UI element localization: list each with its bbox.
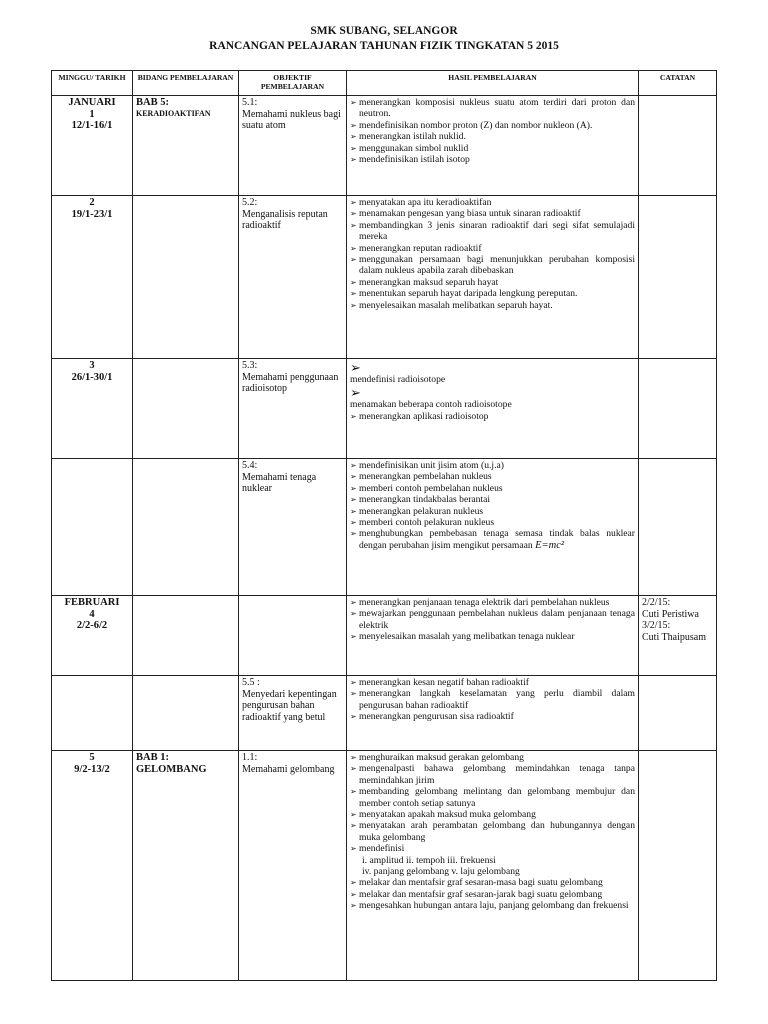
outcome-item xyxy=(350,809,635,820)
outcome-text: mengenalpasti bahawa gelombang memindahkan tenaga tanpa memindahkan jirim xyxy=(359,763,635,786)
arrow-bullet-icon: ➢ xyxy=(350,209,357,219)
outcome-item xyxy=(350,208,635,219)
outcome-text: mendefinisikan unit jisim atom (u.j.a) xyxy=(359,460,504,471)
definition-subline: iv. panjang gelombang v. laju gelombang xyxy=(362,866,520,878)
objective-text: Memahami tenaga nuklear xyxy=(242,471,317,494)
arrow-bullet-icon: ➢ xyxy=(350,506,357,516)
arrow-bullet-icon: ➢ xyxy=(350,198,357,207)
table-row xyxy=(52,196,717,359)
outcomes-cell xyxy=(347,459,639,596)
outcome-item xyxy=(350,528,635,551)
outcome-item xyxy=(350,197,635,208)
outcome-item xyxy=(350,131,635,142)
outcome-item xyxy=(350,820,635,843)
outcome-item xyxy=(350,254,635,277)
arrow-bullet-icon: ➢ xyxy=(350,360,361,375)
outcome-text: memberi contoh pembelahan nukleus xyxy=(359,482,503,494)
week-cell xyxy=(52,676,133,751)
objective-number: 5.3: xyxy=(242,360,258,371)
col-header-objektif: OBJEKTIF PEMBELAJARAN xyxy=(239,71,347,96)
objective-number: 5.2: xyxy=(242,197,258,208)
week-number: 3 xyxy=(89,360,95,371)
note-line: 2/2/15: xyxy=(642,597,671,608)
outcome-text: menggunakan persamaan bagi menunjukkan perubahan komposisi dalam nukleus apabila zarah dibebaskan xyxy=(359,254,635,277)
week-cell xyxy=(52,196,133,359)
note-line: 3/2/15: xyxy=(642,620,671,631)
objective-number: 5.1: xyxy=(242,97,258,108)
note-line: Cuti Thaipusam xyxy=(642,631,706,643)
notes-cell xyxy=(639,459,717,596)
arrow-bullet-icon: ➢ xyxy=(350,289,357,299)
week-cell xyxy=(52,459,133,596)
month-label: FEBRUARI xyxy=(64,597,120,608)
objective-text: Memahami nukleus bagi suatu atom xyxy=(242,108,341,131)
arrow-bullet-icon: ➢ xyxy=(350,255,357,265)
objective-text: Menganalisis reputan radioaktif xyxy=(242,208,328,231)
outcome-item xyxy=(350,243,635,254)
week-cell xyxy=(52,96,133,196)
notes-cell xyxy=(639,676,717,751)
definition-subline: i. amplitud ii. tempoh iii. frekuensi xyxy=(362,854,496,866)
arrow-bullet-icon: ➢ xyxy=(350,472,357,482)
lesson-plan-table xyxy=(51,70,717,981)
outcome-item xyxy=(350,97,635,120)
outcome-text: mendefinisikan istilah isotop xyxy=(359,154,470,166)
arrow-bullet-icon: ➢ xyxy=(350,495,357,505)
equation: E=mc² xyxy=(535,539,564,551)
date-range: 2/2-6/2 xyxy=(76,620,108,631)
outcome-item xyxy=(350,300,635,311)
outcome-item xyxy=(350,711,635,722)
week-number: 5 xyxy=(89,752,95,763)
arrow-bullet-icon: ➢ xyxy=(350,155,357,165)
outcome-text: menerangkan aplikasi radioisotop xyxy=(359,410,489,422)
objective-cell xyxy=(239,196,347,359)
arrow-bullet-icon: ➢ xyxy=(350,483,357,493)
notes-cell xyxy=(639,359,717,459)
outcome-list xyxy=(350,197,635,311)
outcome-text: menyelesaikan masalah yang melibatkan tenaga nuklear xyxy=(359,631,575,643)
notes-cell xyxy=(639,751,717,981)
objective-cell xyxy=(239,459,347,596)
outcome-text: mewajarkan penggunaan pembelahan nukleus dalam penjanaan tenaga elektrik xyxy=(359,608,635,631)
arrow-bullet-icon: ➢ xyxy=(350,609,357,619)
arrow-bullet-icon: ➢ xyxy=(350,821,357,831)
outcomes-cell xyxy=(347,751,639,981)
outcome-item xyxy=(350,597,635,608)
arrow-bullet-icon: ➢ xyxy=(350,385,361,401)
table-row xyxy=(52,676,717,751)
outcome-text: menamakan beberapa contoh radioisotope xyxy=(350,399,512,411)
outcome-text: menerangkan kesan negatif bahan radioaktif xyxy=(359,677,529,688)
table-row xyxy=(52,359,717,459)
month-label: JANUARI xyxy=(68,97,116,108)
outcome-item xyxy=(350,608,635,631)
arrow-bullet-icon: ➢ xyxy=(350,411,357,421)
objective-cell xyxy=(239,751,347,981)
outcome-item xyxy=(350,471,635,482)
outcome-text: mendefinisi xyxy=(359,843,405,855)
outcome-item xyxy=(350,120,635,131)
arrow-bullet-icon: ➢ xyxy=(350,143,357,153)
objective-cell xyxy=(239,676,347,751)
date-range: 9/2-13/2 xyxy=(74,763,110,775)
objective-cell xyxy=(239,359,347,459)
arrow-bullet-icon: ➢ xyxy=(350,901,357,911)
chapter-label: BAB 5: xyxy=(136,97,169,108)
notes-cell xyxy=(639,96,717,196)
outcome-text: mendefinisi radioisotope xyxy=(350,374,446,385)
objective-text: Menyedari kepentingan pengurusan bahan radioaktif yang betul xyxy=(242,688,337,723)
outcome-item xyxy=(350,483,635,494)
outcomes-cell xyxy=(347,359,639,459)
outcomes-cell xyxy=(347,196,639,359)
outcome-item xyxy=(350,220,635,243)
outcome-text: menentukan separuh hayat daripada lengkung pereputan. xyxy=(359,288,578,300)
arrow-bullet-icon: ➢ xyxy=(350,787,357,797)
week-cell xyxy=(52,359,133,459)
arrow-bullet-icon: ➢ xyxy=(350,764,357,774)
outcome-text: menerangkan pembelahan nukleus xyxy=(359,471,492,483)
bidang-cell xyxy=(133,459,239,596)
date-range: 19/1-23/1 xyxy=(71,208,113,220)
outcome-item xyxy=(350,752,635,763)
date-range: 26/1-30/1 xyxy=(71,371,113,383)
outcome-item xyxy=(350,889,635,900)
notes-cell xyxy=(639,596,717,676)
bidang-cell xyxy=(133,96,239,196)
school-name: SMK SUBANG, SELANGOR xyxy=(310,25,458,37)
outcome-text: menyelesaikan masalah melibatkan separuh hayat. xyxy=(359,299,553,311)
col-header-bidang: BIDANG PEMBELAJARAN xyxy=(133,71,239,96)
bidang-cell xyxy=(133,596,239,676)
outcome-text: menerangkan penjanaan tenaga elektrik dari pembelahan nukleus xyxy=(359,597,610,608)
outcome-text: menerangkan pengurusan sisa radioaktif xyxy=(359,711,514,723)
outcome-item xyxy=(350,631,635,642)
outcome-item xyxy=(350,411,635,422)
date-range: 12/1-16/1 xyxy=(71,120,113,131)
outcome-list xyxy=(350,677,635,723)
arrow-bullet-icon: ➢ xyxy=(350,689,357,699)
outcome-text: mendefinisikan nombor proton (Z) dan nombor nukleon (A). xyxy=(359,119,593,131)
outcome-item xyxy=(350,843,635,854)
table-row xyxy=(52,459,717,596)
col-header-catatan: CATATAN xyxy=(639,71,717,96)
outcome-item xyxy=(350,385,635,410)
arrow-bullet-icon: ➢ xyxy=(350,632,357,642)
arrow-bullet-icon: ➢ xyxy=(350,529,357,539)
bidang-cell xyxy=(133,676,239,751)
outcome-list xyxy=(350,597,635,643)
col-header-hasil: HASIL PEMBELAJARAN xyxy=(347,71,639,96)
outcomes-cell xyxy=(347,96,639,196)
week-cell xyxy=(52,596,133,676)
outcome-text: menerangkan istilah nuklid. xyxy=(359,131,466,143)
outcome-text: menerangkan reputan radioaktif xyxy=(359,242,482,254)
outcome-text: membandingkan 3 jenis sinaran radioaktif dari segi sifat semulajadi mereka xyxy=(359,219,635,243)
outcome-list xyxy=(350,752,635,912)
outcome-item xyxy=(350,143,635,154)
arrow-bullet-icon: ➢ xyxy=(350,518,357,528)
bidang-cell xyxy=(133,196,239,359)
outcome-item xyxy=(350,460,635,471)
note-line: Cuti Peristiwa xyxy=(642,608,699,620)
outcome-item xyxy=(350,277,635,288)
arrow-bullet-icon: ➢ xyxy=(350,220,357,230)
outcome-text: menamakan pengesan yang biasa untuk sinaran radioaktif xyxy=(359,208,581,220)
outcome-text: mengesahkan hubungan antara laju, panjang gelombang dan frekuensi xyxy=(359,900,629,912)
outcome-list xyxy=(350,460,635,551)
arrow-bullet-icon: ➢ xyxy=(350,277,357,287)
arrow-bullet-icon: ➢ xyxy=(350,810,357,820)
outcome-item xyxy=(350,494,635,505)
objective-number: 5.5 : xyxy=(242,677,260,688)
notes-cell xyxy=(639,196,717,359)
outcome-text: menerangkan maksud separuh hayat xyxy=(359,276,499,288)
outcome-text: menyatakan apa itu keradioaktifan xyxy=(359,197,492,208)
outcome-text: menerangkan pelakuran nukleus xyxy=(359,505,484,517)
outcome-item xyxy=(350,517,635,528)
outcome-text: melakar dan mentafsir graf sesaran-jarak bagi suatu gelombang xyxy=(359,888,603,900)
outcome-text: menyatakan apakah maksud muka gelombang xyxy=(359,809,536,821)
arrow-bullet-icon: ➢ xyxy=(350,132,357,142)
objective-number: 5.4: xyxy=(242,460,258,471)
outcome-text: menyatakan arah perambatan gelombang dan hubungannya dengan muka gelombang xyxy=(359,820,635,843)
objective-number: 1.1: xyxy=(242,752,258,763)
arrow-bullet-icon: ➢ xyxy=(350,461,357,470)
arrow-bullet-icon: ➢ xyxy=(350,98,357,107)
outcome-text: menggunakan simbol nuklid xyxy=(359,142,469,154)
outcome-item xyxy=(350,900,635,911)
outcome-item xyxy=(350,877,635,888)
outcome-text: melakar dan mentafsir graf sesaran-masa bagi suatu gelombang xyxy=(359,877,603,889)
document-title: RANCANGAN PELAJARAN TAHUNAN FIZIK TINGKATAN 5 2015 xyxy=(209,40,559,52)
arrow-bullet-icon: ➢ xyxy=(350,712,357,722)
bidang-cell xyxy=(133,751,239,981)
arrow-bullet-icon: ➢ xyxy=(350,889,357,899)
arrow-bullet-icon: ➢ xyxy=(350,598,357,607)
week-number: 4 xyxy=(89,608,95,620)
outcome-item xyxy=(350,506,635,517)
outcome-item xyxy=(350,677,635,688)
outcome-text: menerangkan langkah keselamatan yang perlu diambil dalam pengurusan bahan radioaktif xyxy=(359,688,635,711)
arrow-bullet-icon: ➢ xyxy=(350,300,357,310)
col-header-minggu: MINGGU/ TARIKH xyxy=(52,71,133,96)
objective-cell xyxy=(239,96,347,196)
outcome-text: menerangkan komposisi nukleus suatu atom terdiri dari proton dan neutron. xyxy=(359,97,635,120)
outcome-list xyxy=(350,360,635,422)
document-header xyxy=(0,24,768,54)
outcome-text: membanding gelombang melintang dan gelombang membujur dan member contoh setiap satunya xyxy=(359,786,635,809)
outcome-item xyxy=(350,360,635,385)
table-row xyxy=(52,596,717,676)
arrow-bullet-icon: ➢ xyxy=(350,844,357,854)
arrow-bullet-icon: ➢ xyxy=(350,878,357,888)
outcome-item xyxy=(350,288,635,299)
chapter-title: GELOMBANG xyxy=(136,763,207,775)
week-number: 2 xyxy=(89,197,95,208)
arrow-bullet-icon: ➢ xyxy=(350,753,357,762)
outcome-text: menerangkan tindakbalas berantai xyxy=(359,494,491,506)
table-header-row xyxy=(52,71,717,96)
week-number: 1 xyxy=(89,108,95,120)
arrow-bullet-icon: ➢ xyxy=(350,678,357,687)
arrow-bullet-icon: ➢ xyxy=(350,120,357,130)
outcome-item xyxy=(350,786,635,809)
table-row xyxy=(52,751,717,981)
outcome-text: memberi contoh pelakuran nukleus xyxy=(359,517,495,529)
arrow-bullet-icon: ➢ xyxy=(350,243,357,253)
outcome-text: menghuraikan maksud gerakan gelombang xyxy=(359,752,524,763)
outcome-item xyxy=(350,688,635,711)
outcome-item xyxy=(350,763,635,786)
outcome-text: menghubungkan pembebasan tenaga semasa tindak balas nuklear dengan perubahan jisim mengikut persamaan xyxy=(359,528,635,551)
chapter-title: KERADIOAKTIFAN xyxy=(136,108,211,118)
week-cell xyxy=(52,751,133,981)
outcomes-cell xyxy=(347,596,639,676)
outcome-list xyxy=(350,97,635,165)
bidang-cell xyxy=(133,359,239,459)
objective-text: Memahami gelombang xyxy=(242,763,335,775)
objective-text: Memahami penggunaan radioisotop xyxy=(242,371,339,394)
chapter-label: BAB 1: xyxy=(136,752,169,763)
objective-cell xyxy=(239,596,347,676)
outcomes-cell xyxy=(347,676,639,751)
outcome-item xyxy=(350,154,635,165)
table-row xyxy=(52,96,717,196)
